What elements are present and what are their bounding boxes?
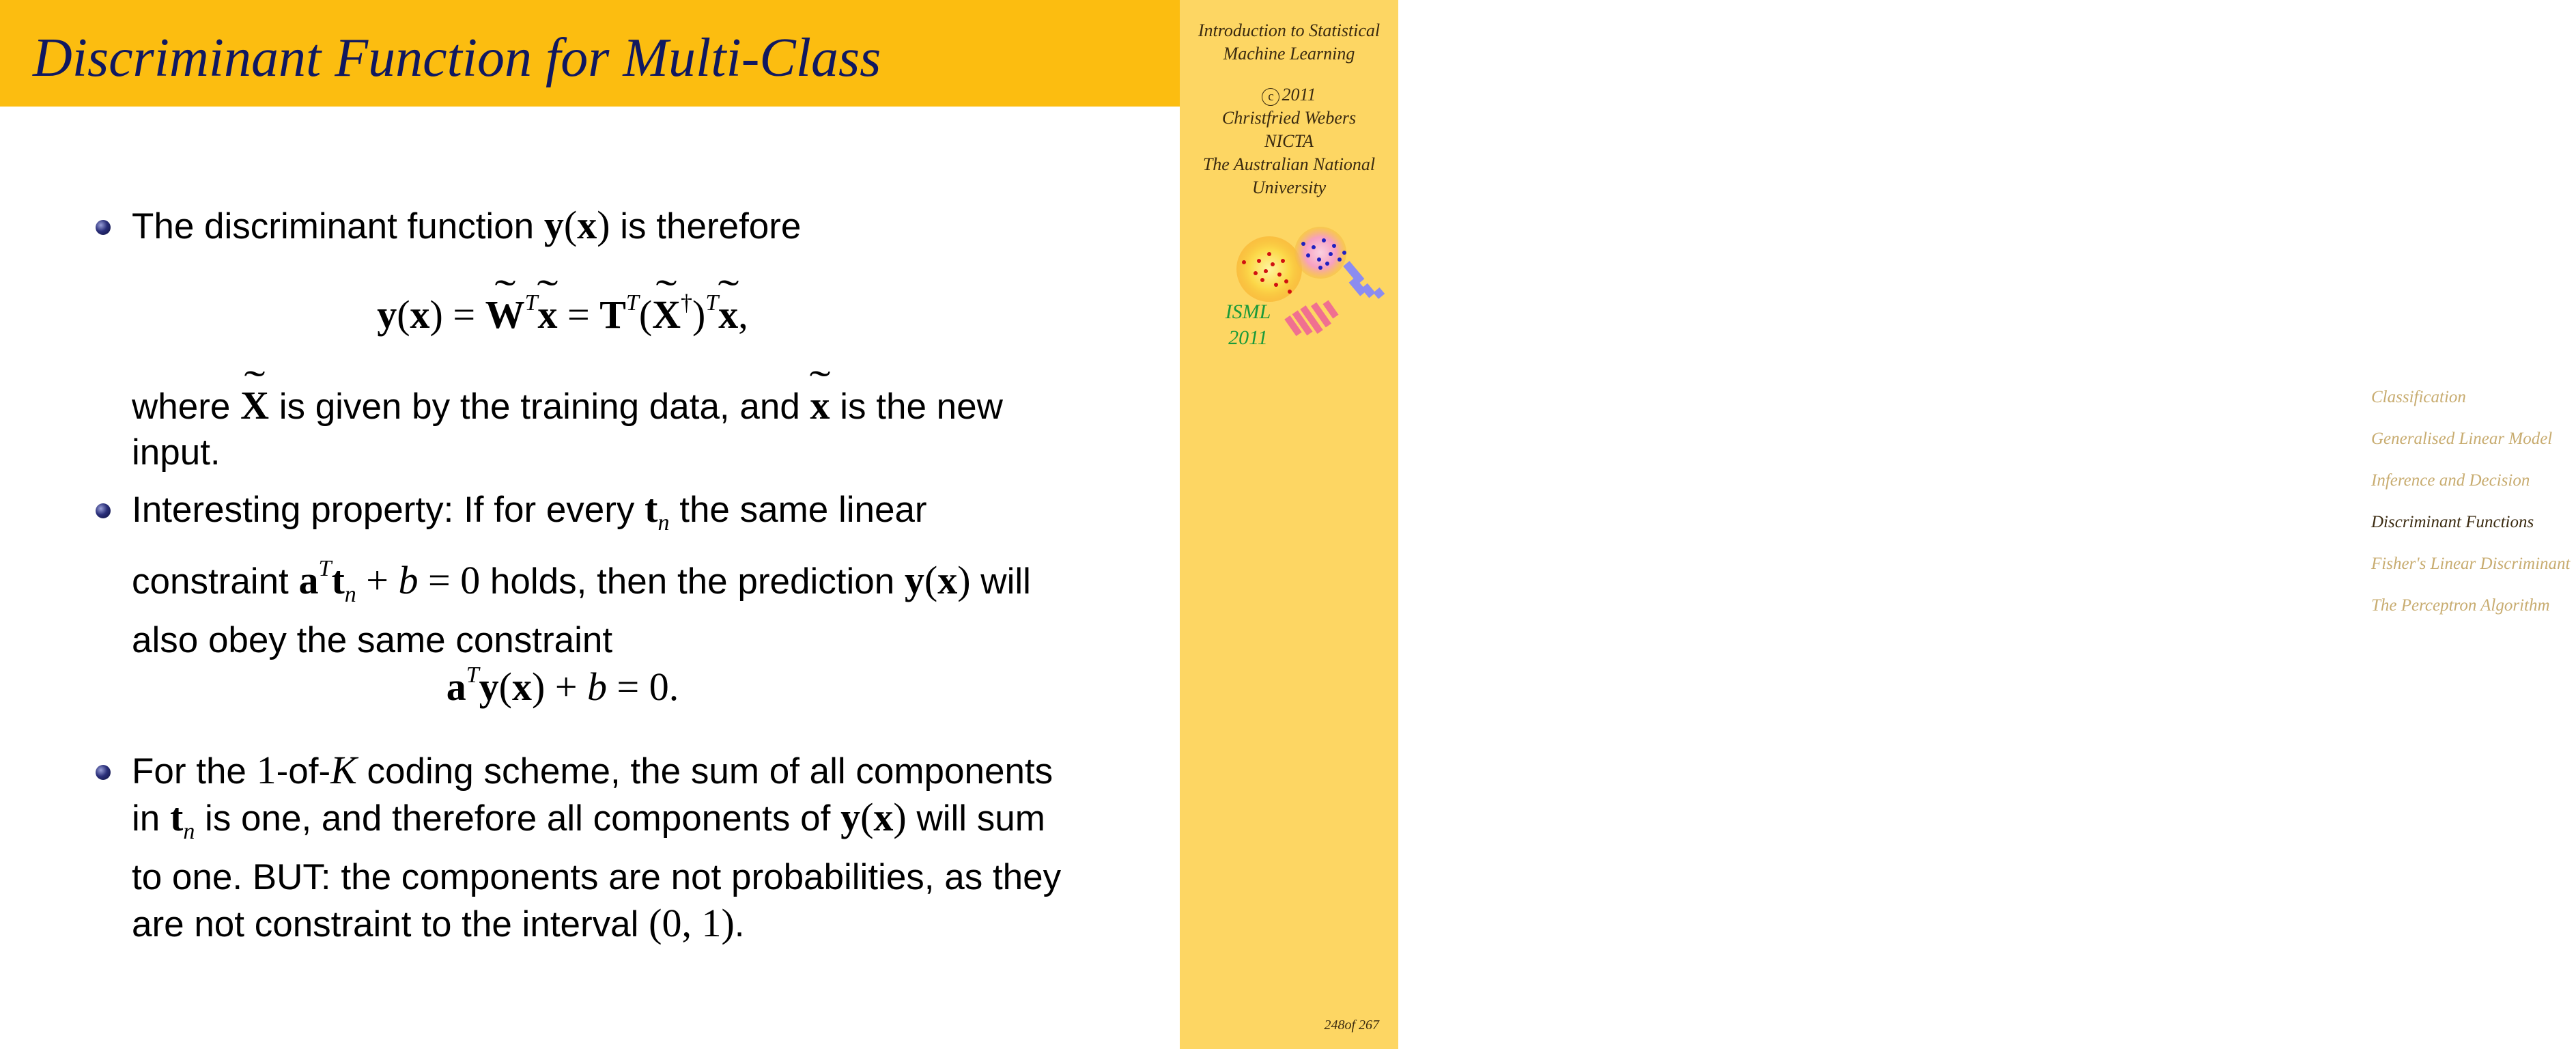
page-number: 248of 267 (1324, 1018, 1379, 1033)
course-title-line1: Introduction to Statistical (1198, 20, 1381, 40)
b3-line4-a: are not constraint to the interval (132, 904, 649, 945)
logo-label (1207, 299, 1289, 351)
bullet-1-continuation: where ˜ X is given by the training data, and ˜ x is the new input. (132, 382, 1142, 475)
b2-line1-b: the same linear (669, 490, 927, 530)
equation-2: aTy(x) + b = 0. (446, 662, 679, 709)
b2-line2-a: constraint (132, 561, 299, 602)
course-title-line2: Machine Learning (1223, 44, 1355, 64)
bullet-icon (96, 220, 111, 235)
title-bar (0, 0, 1180, 107)
section-nav (2371, 386, 2576, 636)
b1-text-b: is therefore (610, 206, 802, 247)
b2-line2-b: holds, then the prediction (480, 561, 905, 602)
org-anu-line2: University (1251, 178, 1327, 197)
b1-where: where (132, 387, 241, 427)
b3-line4-b: . (734, 904, 745, 945)
copyright-icon: c (1262, 88, 1279, 106)
logo-label-line2: 2011 (1228, 326, 1268, 349)
toc-item[interactable]: Generalised Linear Model (2371, 430, 2553, 448)
b3-line1-c: coding scheme, the sum of all components (356, 751, 1053, 792)
b3-line1-a: For the (132, 751, 257, 792)
b1-given: is given by the training data, and (268, 387, 810, 427)
credits (1180, 83, 1398, 199)
b2-line1-a: Interesting property: If for every (132, 490, 645, 530)
toc-item[interactable]: Inference and Decision (2371, 471, 2530, 490)
org-nicta: NICTA (1264, 131, 1314, 151)
b3-line3: to one. BUT: the components are not probabilities, as they (132, 857, 1062, 897)
b3-line2-c: will sum (906, 798, 1045, 839)
toc-item[interactable]: Classification (2371, 388, 2466, 406)
b3-line2-a: in (132, 798, 170, 839)
b3-line2-b: is one, and therefore all components of (195, 798, 841, 839)
b3-line1-b: -of- (276, 751, 331, 792)
b1-text-a: The discriminant function (132, 206, 544, 247)
sidebar (1180, 0, 2571, 1049)
toc-item[interactable]: Discriminant Functions (2371, 513, 2534, 531)
slide-title: Discriminant Function for Multi-Class (33, 28, 881, 88)
toc-item[interactable]: Fisher's Linear Discriminant (2371, 555, 2571, 573)
bullet-2-text: Interesting property: If for every $t_n$ the same linear constraint $a^Tt_n + b = 0$ holds, then the prediction y(x) will also obey the same constraint (132, 486, 1142, 663)
b2-line2-c: will (970, 561, 1031, 602)
b1-new: is the new (830, 387, 1003, 427)
bullet-3-text: For the 1-of-K coding scheme, the sum of all components in $t_n$ is one, and therefore all components of y(x) will sum to one. BUT: the components are not probabilities, as they are not constraint to the interval (0, 1). (132, 747, 1142, 947)
copyright-line (1180, 83, 1398, 107)
copyright-year: 2011 (1282, 85, 1316, 104)
course-title (1180, 19, 1398, 66)
bullet-icon (96, 503, 111, 518)
logo-label-line1: ISML (1225, 300, 1271, 323)
bullet-icon (96, 765, 111, 780)
b2-line3: also obey the same constraint (132, 620, 613, 660)
equation-1: y(x) = ˜ WT˜ x = TT(˜ X†)T˜ x, (0, 290, 1152, 337)
b1-input: input. (132, 432, 221, 473)
toc-item[interactable]: The Perceptron Algorithm (2371, 596, 2550, 615)
author: Christfried Webers (1221, 108, 1357, 128)
org-anu-line1: The Australian National (1202, 154, 1376, 174)
bullet-1-text: The discriminant function y(x) is therefore (132, 203, 802, 247)
